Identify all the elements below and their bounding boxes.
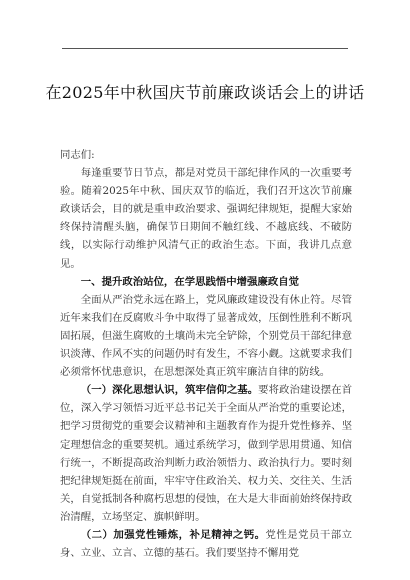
subsection-2-paragraph (60, 526, 352, 562)
subsection-1-paragraph (60, 381, 352, 526)
subsection-2-heading: （二）加强党性锤炼，补足精神之钙。 (80, 528, 266, 541)
document-body (60, 146, 352, 562)
section-heading-1: 一、提升政治站位，在学思践悟中增强廉政自觉 (80, 275, 299, 288)
subsection-1-text: 要将政治建设摆在首位，深入学习领悟习近平总书记关于全面从严治党的重要论述，把学习贯彻党的重要会议精神和主题教育作为提升党性修养、坚定理想信念的重要契机。通过系统学习，做到学思用贯通、知信行统一，不断提高政治判断力政治领悟力、政治执行力。要时刻把纪律规矩挺在前面，牢牢守住政治关、权力关、交往关、生活关，自觉抵制各种腐朽思想的侵蚀，在大是大非面前始终保持政治清醒，立场坚定、旗帜鲜明。 (60, 384, 353, 523)
header-rule (62, 48, 348, 49)
subsection-2-text: 党性是党员干部立身、立业、立言、立德的基石。我们要坚持不懈用党 (60, 528, 353, 560)
intro-paragraph: 每逢重要节日节点，都是对党员干部纪律作风的一次重要考验。随着2025年中秋、国庆双节的临近，我们召开这次节前廉政谈话会，目的就是重申政治要求、强调纪律规矩，提醒大家始终保持清醒头脑，确保节日期间不触红线、不越底线、不破防线，以实际行动维护风清气正的政治生态。下面，我讲几点意见。 (60, 167, 352, 270)
section-1-paragraph: 全面从严治党永远在路上，党风廉政建设没有休止符。尽管近年来我们在反腐败斗争中取得了显著成效，压倒性胜利不断巩固拓展，但滋生腐败的土壤尚未完全铲除，个别党员干部纪律意识淡薄、作风不实的问题仍时有发生，不容小觑。这就要求我们必须常怀忧患意识，在思想深处真正筑牢廉洁自律的防线。 (60, 293, 352, 379)
document-title: 在2025年中秋国庆节前廉政谈话会上的讲话 (45, 83, 365, 102)
salutation: 同志们: (60, 149, 95, 161)
subsection-1-heading: （一）深化思想认识，筑牢信仰之基。 (80, 384, 259, 397)
